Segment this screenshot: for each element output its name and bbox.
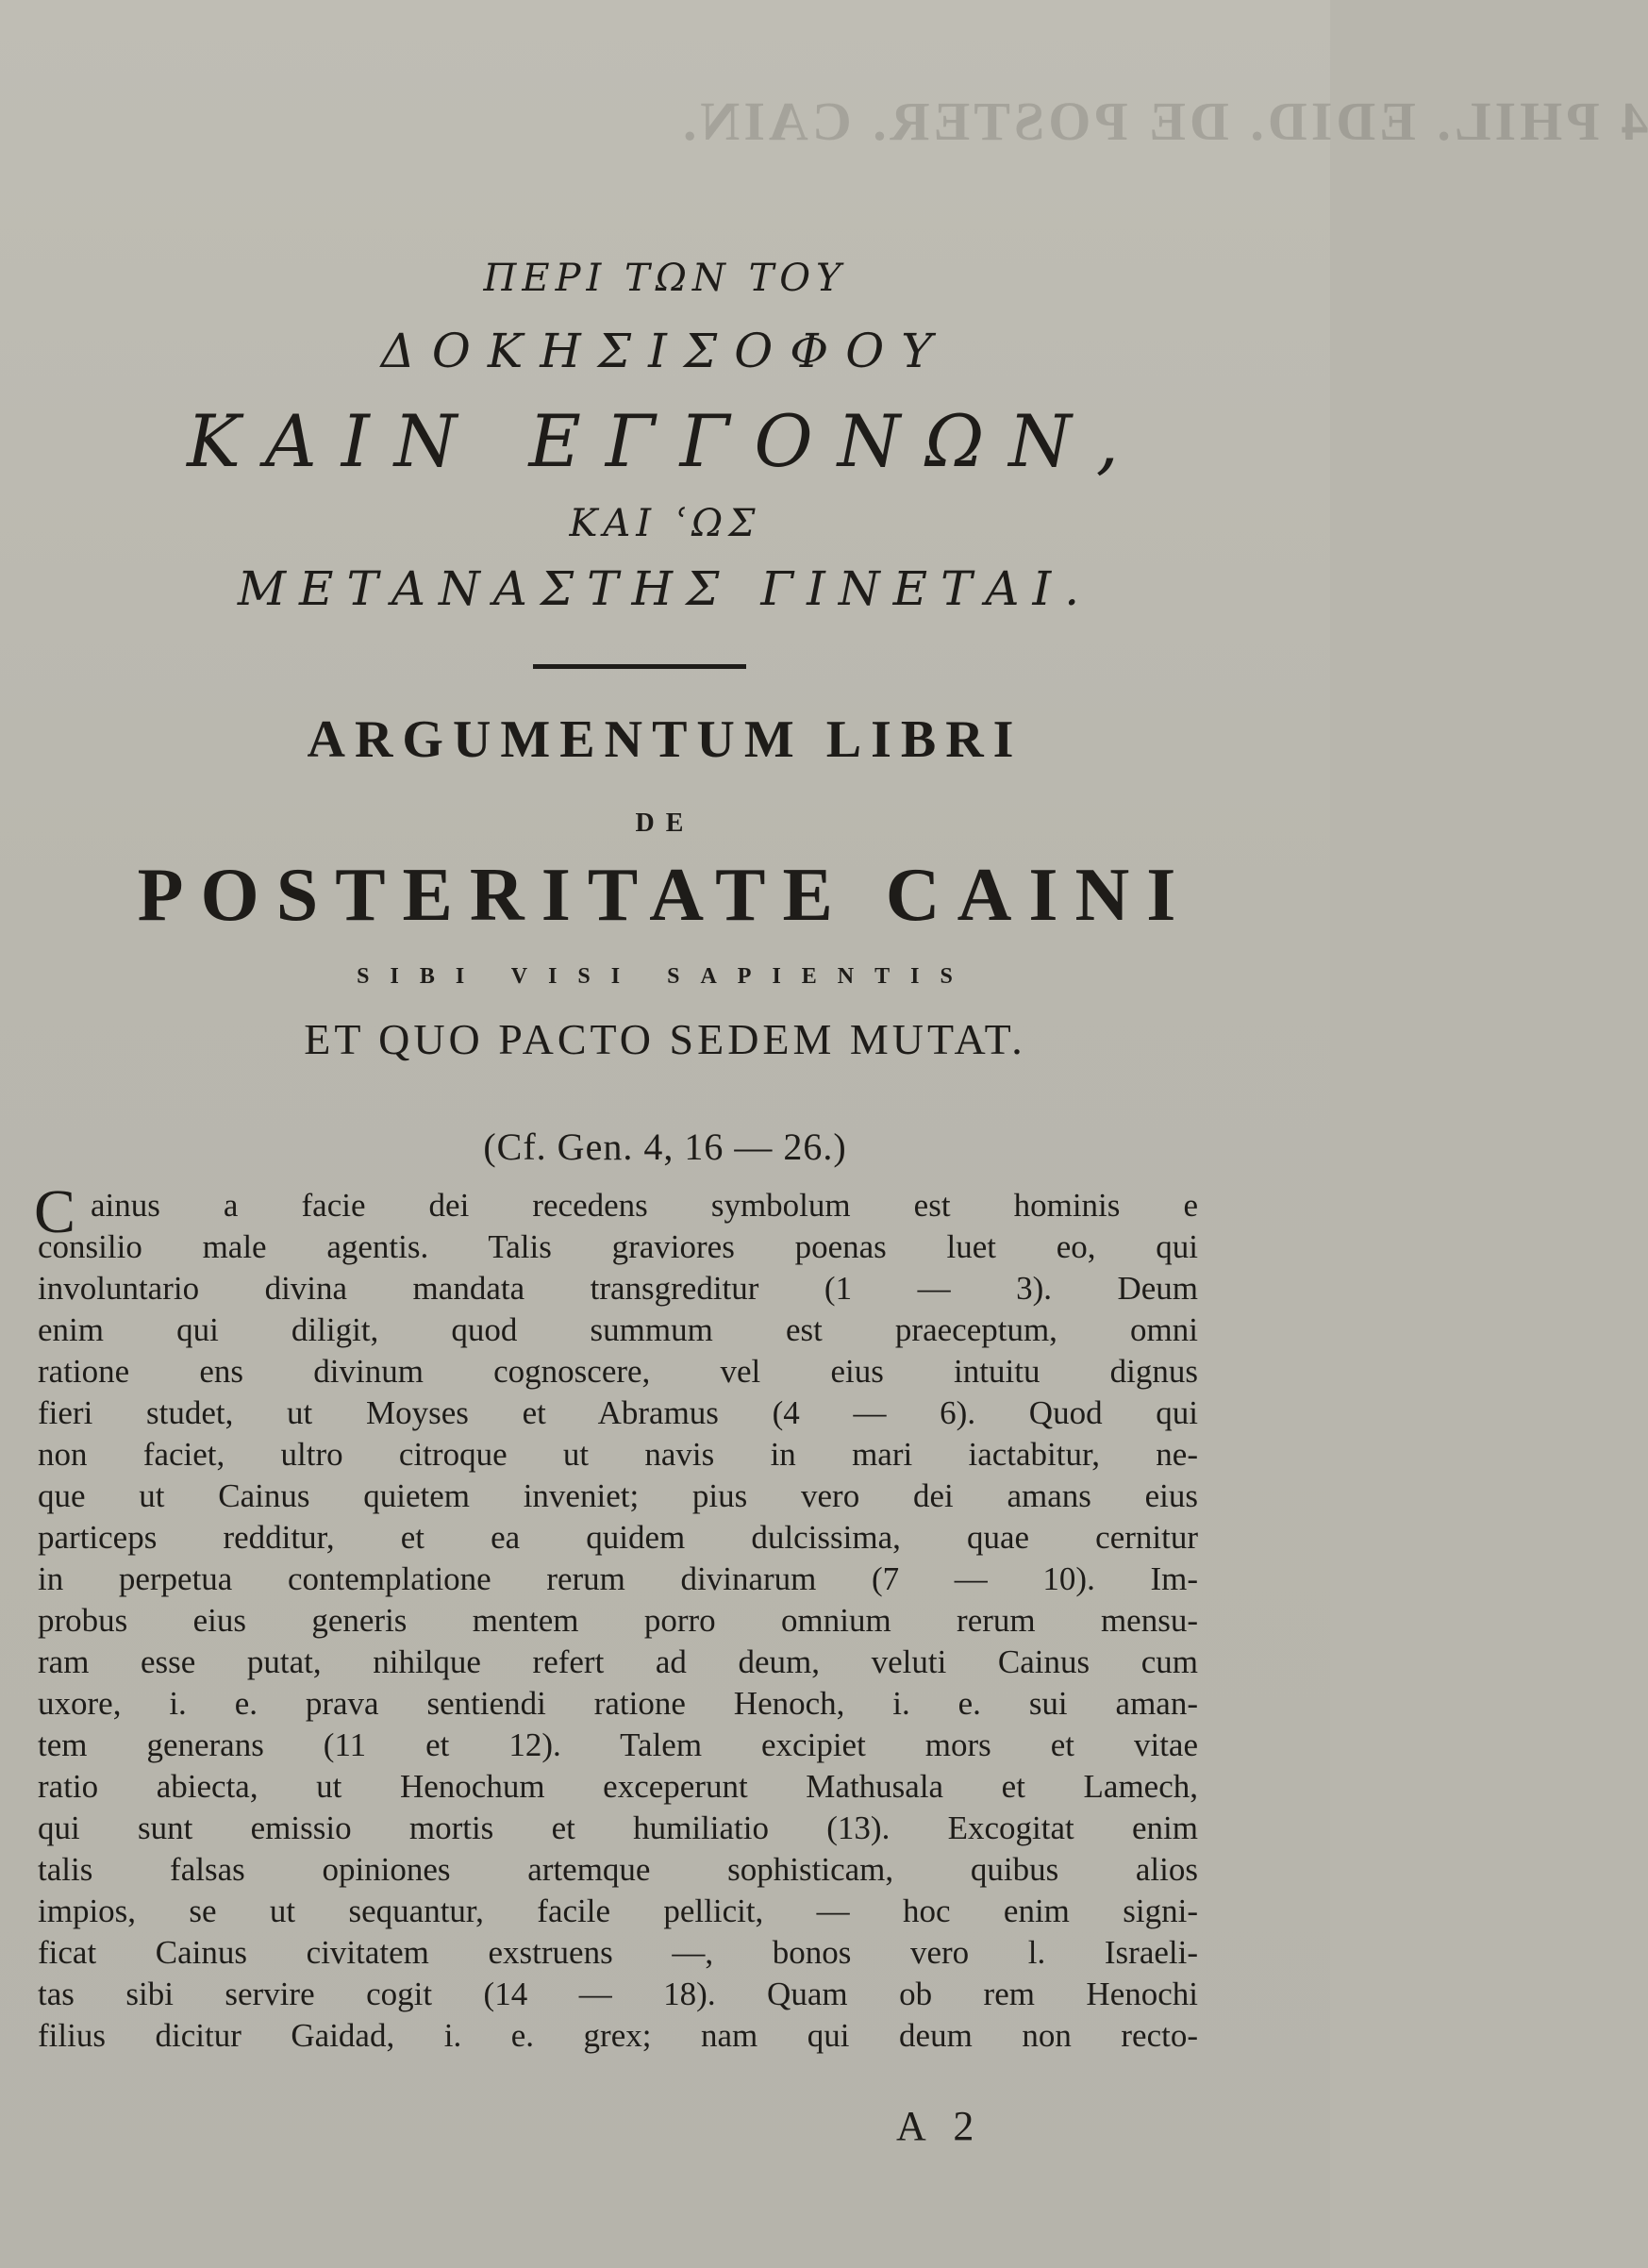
drop-cap: C — [34, 1177, 76, 1246]
greek-title-line-3: ΚΑΙΝ ΕΓΓΟΝΩΝ, — [187, 399, 1143, 483]
title-divider-rule — [533, 664, 746, 669]
latin-title-line-2: DE — [635, 809, 695, 838]
body-line: tas sibi servire cogit (14 — 18). Quam ob rem Henochi — [38, 1976, 1198, 2012]
body-line: particeps redditur, et ea quidem dulcissima, quae cernitur — [38, 1519, 1198, 1556]
body-line: enim qui diligit, quod summum est praeceptum, omni — [38, 1311, 1198, 1348]
body-line: uxore, i. e. prava sentiendi ratione Henoch, i. e. sui aman- — [38, 1685, 1198, 1722]
latin-title-line-3: POSTERITATE CAINI — [137, 854, 1193, 937]
body-line-text: ainus a facie dei recedens symbolum est hominis e — [91, 1187, 1198, 1224]
body-line: in perpetua contemplatione rerum divinarum (7 — 10). Im- — [38, 1560, 1198, 1597]
greek-title-line-5: ΜΕΤΑΝΑΣΤΗΣ ΓΙΝΕΤΑΙ. — [237, 561, 1093, 616]
body-line: qui sunt emissio mortis et humiliatio (13). Excogitat enim — [38, 1809, 1198, 1846]
body-line: involuntario divina mandata transgreditur (1 — 3). Deum — [38, 1270, 1198, 1307]
body-line — [34, 1177, 1198, 1246]
body-line: talis falsas opiniones artemque sophisticam, quibus alios — [38, 1851, 1198, 1888]
body-line: ratione ens divinum cognoscere, vel eius intuitu dignus — [38, 1353, 1198, 1390]
body-line: ratio abiecta, ut Henochum exceperunt Mathusala et Lamech, — [38, 1768, 1198, 1805]
body-line: ram esse putat, nihilque refert ad deum, veluti Cainus cum — [38, 1643, 1198, 1680]
greek-title-line-4: ΚΑΙ ʿΩΣ — [569, 502, 761, 545]
latin-title-line-1: ARGUMENTUM LIBRI — [307, 710, 1024, 769]
body-line: tem generans (11 et 12). Talem excipiet mors et vitae — [38, 1726, 1198, 1763]
bleed-through-text: 4 PHIL. EDID. DE POSTER. CAIN. — [679, 91, 1648, 152]
body-line: ficat Cainus civitatem exstruens —, bonos vero l. Israeli- — [38, 1934, 1198, 1971]
latin-title-line-4: SIBI VISI SAPIENTIS — [357, 964, 974, 989]
body-line: non faciet, ultro citroque ut navis in mari iactabitur, ne- — [38, 1436, 1198, 1473]
greek-title-line-1: ΠΕΡΙ ΤΩΝ ΤΟΥ — [483, 257, 847, 300]
body-line: impios, se ut sequantur, facile pellicit, — hoc enim signi- — [38, 1893, 1198, 1929]
body-line: que ut Cainus quietem inveniet; pius vero dei amans eius — [38, 1477, 1198, 1514]
latin-title-line-5: ET QUO PACTO SEDEM MUTAT. — [304, 1015, 1026, 1063]
argument-paragraph — [34, 1177, 1198, 2057]
body-line: probus eius generis mentem porro omnium rerum mensu- — [38, 1602, 1198, 1639]
body-line: fieri studet, ut Moyses et Abramus (4 — 6). Quod qui — [38, 1394, 1198, 1431]
greek-title-line-2: ΔΟΚΗΣΙΣΟΦΟΥ — [380, 324, 950, 378]
body-line: filius dicitur Gaidad, i. e. grex; nam qui deum non recto- — [38, 2017, 1198, 2054]
signature-mark: A 2 — [896, 2103, 984, 2149]
scripture-reference: (Cf. Gen. 4, 16 — 26.) — [483, 1126, 847, 1168]
body-line: consilio male agentis. Talis graviores poenas luet eo, qui — [38, 1228, 1198, 1265]
